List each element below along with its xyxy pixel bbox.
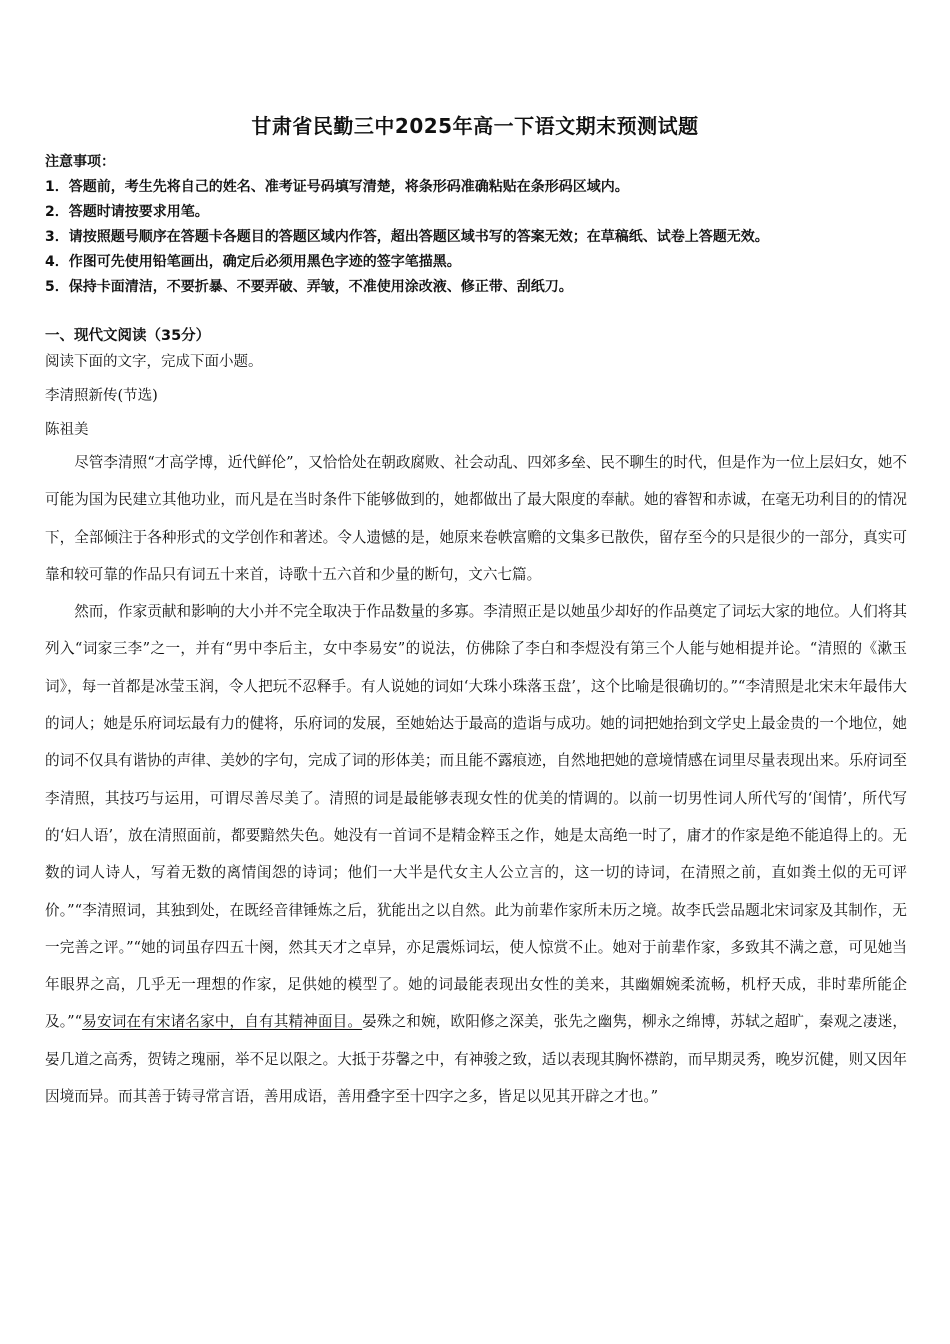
section-instruction: 阅读下面的文字，完成下面小题。 xyxy=(45,354,263,370)
paragraph-2-text-a: 然而，作家贡献和影响的大小并不完全取决于作品数量的多寡。李清照正是以她虽少却好的作品奠定了词坛大家的地位。人们将其列入“词家三李”之一，并有“男中李后主，女中李易安”的说法，仿佛除了李白和李煜没有第三个人能与她相提并论。“清照的《漱玉词》，每一首都是冰莹玉润，令人把玩不忍释手。有人说她的词如‘大珠小珠落玉盘’，这个比喻是很确切的。”“李清照是北宋末年最伟大的词人；她是乐府词坛最有力的健将，乐府词的发展，至她始达于最高的造诣与成功。她的词把她抬到文学史上最金贵的一个地位，她的词不仅具有谐协的声律、美妙的字句，完成了词的形体美；而且能不露痕迹，自然地把她的意境情感在词里尽量表现出来。乐府词至李清照，其技巧与运用，可谓尽善尽美了。清照的词是最能够表现女性的优美的情调的。以前一切男性词人所代写的‘闺情’，所代写的‘妇人语’，放在清照面前，都要黯然失色。她没有一首词不是精金粹玉之作，她是太高绝一时了，庸才的作家是绝不能追得上的。无数的词人诗人，写着无数的离情闺怨的诗词；他们一大半是代女主人公立言的，这一切的诗词，在清照之前，直如粪土似的无可评价。”“李清照词，其独到处，在既经音律锤炼之后，犹能出之以自然。此为前辈作家所未历之境。故李氏尝品题北宋词家及其制作，无一完善之评。”“她的词虽存四五十阕，然其天才之卓异，亦足震烁词坛，使人惊赏不止。她对于前辈作家，多致其不满之意，可见她当年眼界之高，几乎无一理想的作家，足供她的模型了。她的词最能表现出女性的美来，其幽媚婉柔流畅，机杼天成，非时辈所能企及。”“ xyxy=(45,603,907,1031)
notice-item: 1．答题前，考生先将自己的姓名、准考证号码填写清楚，将条形码准确粘贴在条形码区域内。 xyxy=(45,179,629,195)
underlined-sentence: 易安词在有宋诸名家中，自有其精神面目。 xyxy=(82,1013,363,1031)
article-paragraph-2 xyxy=(45,593,907,1115)
notice-block xyxy=(45,150,905,300)
page-title: 甘肃省民勤三中2025年高一下语文期末预测试题 xyxy=(251,114,699,138)
section-heading: 一、现代文阅读（35分） xyxy=(45,328,211,344)
paragraph-2-text-b: 晏殊之和婉，欧阳修之深美，张先之幽隽，柳永之绵博，苏轼之超旷，秦观之凄迷，晏几道之高秀，贺铸之瑰丽，举不足以限之。大抵于芬馨之中，有神骏之致，适以表现其胸怀襟韵，而早期灵秀，晚岁沉健，则又因年因境而异。而其善于铸寻常言语，善用成语，善用叠字至十四字之多，皆足以见其开辟之才也。” xyxy=(45,1013,907,1106)
notice-heading: 注意事项： xyxy=(45,154,115,170)
notice-item: 3．请按照题号顺序在答题卡各题目的答题区域内作答，超出答题区域书写的答案无效；在草稿纸、试卷上答题无效。 xyxy=(45,229,769,245)
article-author: 陈祖美 xyxy=(45,422,89,438)
notice-item: 2．答题时请按要求用笔。 xyxy=(45,204,209,220)
notice-item: 5．保持卡面清洁，不要折暴、不要弄破、弄皱，不准使用涂改液、修正带、刮纸刀。 xyxy=(45,279,573,295)
notice-item: 4．作图可先使用铅笔画出，确定后必须用黑色字迹的签字笔描黑。 xyxy=(45,254,461,270)
article-title: 李清照新传(节选) xyxy=(45,388,158,404)
article-paragraph-1: 尽管李清照“才高学博，近代鲜伦”，又恰恰处在朝政腐败、社会动乱、四郊多垒、民不聊生的时代，但是作为一位上层妇女，她不可能为国为民建立其他功业，而凡是在当时条件下能够做到的，她都做出了最大限度的奉献。她的睿智和赤诚，在毫无功利目的的情况下，全部倾注于各种形式的文学创作和著述。令人遗憾的是，她原来卷帙富赡的文集多已散佚，留存至今的只是很少的一部分，真实可靠和较可靠的作品只有词五十来首，诗歌十五六首和少量的断句，文六七篇。 xyxy=(45,454,907,583)
article-body xyxy=(45,444,907,1115)
